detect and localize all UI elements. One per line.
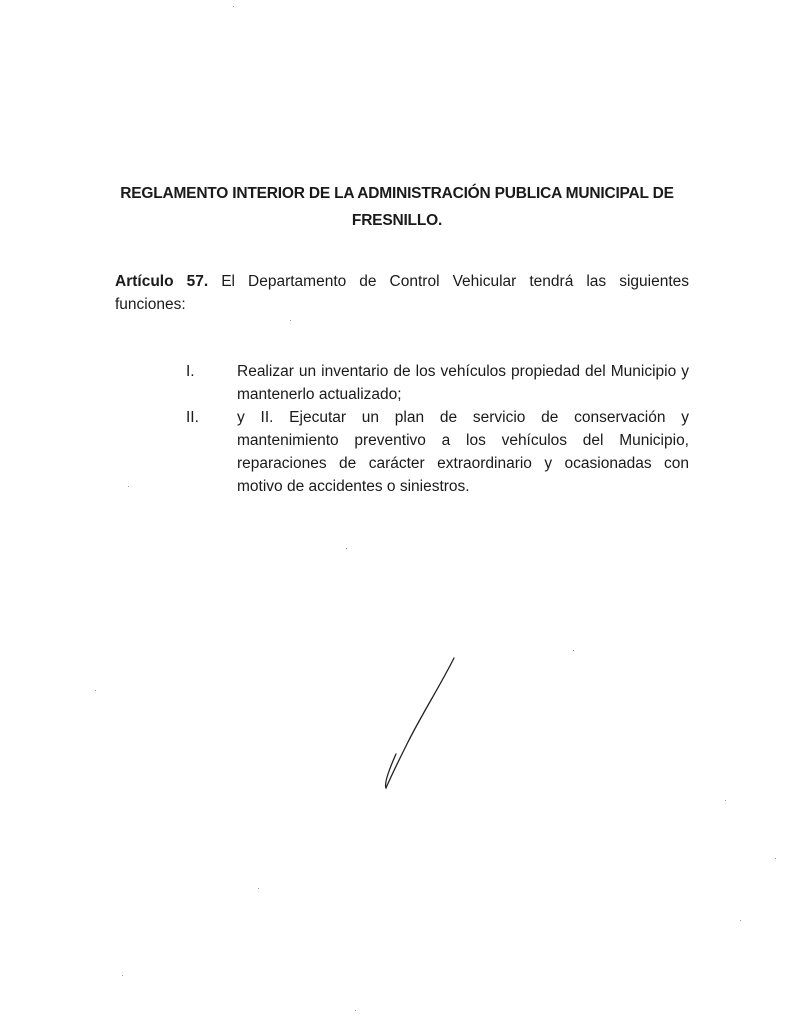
article-paragraph — [115, 270, 689, 316]
title-line-2: FRESNILLO. — [351, 212, 443, 229]
scan-speck — [258, 888, 259, 889]
list-item-text: y II. Ejecutar un plan de servicio de conservación y mantenimiento preventivo a los vehículos del Municipio, reparaciones de carácter extraordinario y ocasionadas con motivo de accidentes o siniestros. — [237, 409, 689, 495]
article-lead-line — [115, 270, 689, 293]
list-item-text: Realizar un inventario de los vehículos propiedad del Municipio y mantenerlo actualizado; — [237, 363, 689, 403]
article-label: Artículo 57. — [115, 273, 209, 290]
scan-speck — [95, 690, 96, 691]
signature-stroke — [360, 650, 470, 800]
scan-speck — [122, 975, 123, 976]
document-title — [100, 180, 694, 234]
article-text-line-2: funciones: — [115, 296, 186, 313]
list-item-number: I. — [186, 363, 195, 380]
list-item-number: II. — [186, 409, 199, 426]
scan-speck — [233, 6, 234, 7]
scan-speck — [573, 650, 574, 651]
scan-speck — [290, 320, 291, 321]
title-line-1: REGLAMENTO INTERIOR DE LA ADMINISTRACIÓN PUBLICA MUNICIPAL DE — [120, 185, 674, 202]
scan-speck — [128, 486, 129, 487]
scan-speck — [775, 858, 776, 859]
list-item — [186, 406, 689, 498]
list-item — [186, 360, 689, 406]
scan-speck — [740, 920, 741, 921]
article-text-line-1: El Departamento de Control Vehicular tendrá las siguientes — [221, 273, 689, 290]
scan-speck — [346, 548, 347, 549]
scan-speck — [355, 1010, 356, 1011]
functions-list — [186, 360, 689, 498]
scan-speck — [725, 800, 726, 801]
